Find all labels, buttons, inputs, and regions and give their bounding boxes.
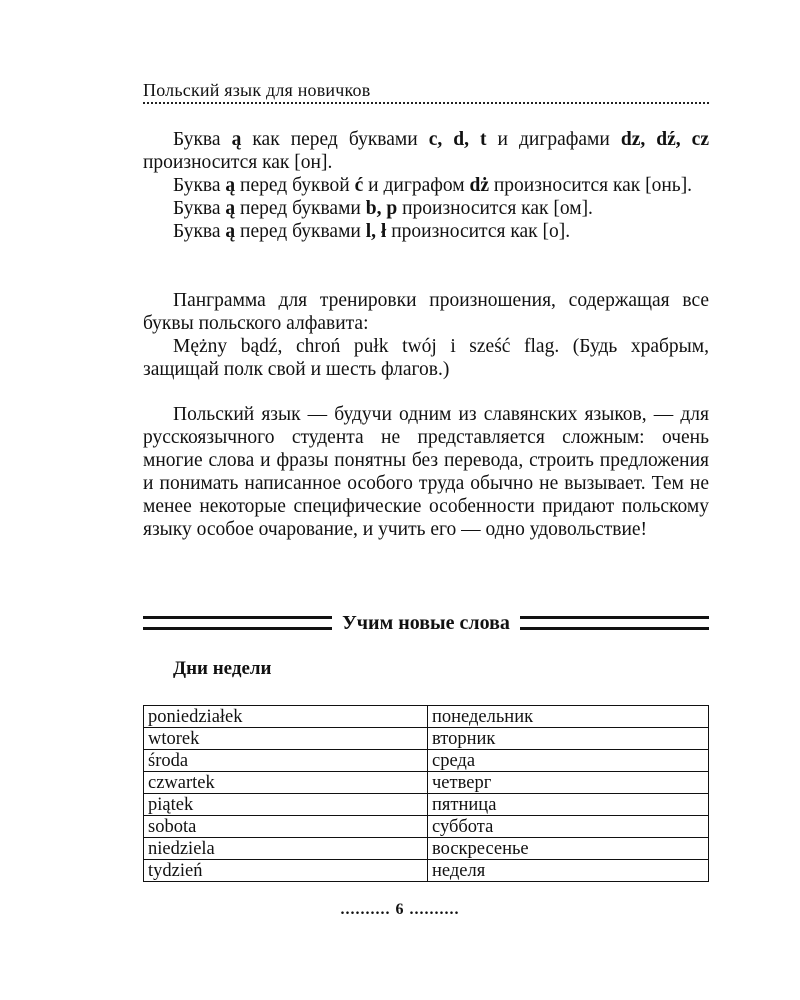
rule-2: Буква ą перед буквой ć и диграфом dż произносится как [онь]. xyxy=(173,175,693,196)
footer-dots-right: .......... xyxy=(409,901,460,918)
page-number: 6 xyxy=(395,901,405,918)
table-row xyxy=(144,728,709,750)
section-title: Учим новые слова xyxy=(342,611,510,634)
polish-word: tydzień xyxy=(144,860,428,882)
section-banner xyxy=(143,612,709,634)
rule-4: Буква ą перед буквами l, ł произносится как [о]. xyxy=(173,221,571,242)
table-row xyxy=(144,750,709,772)
pangram-intro: Панграмма для тренировки произношения, содержащая все буквы польского алфавита: xyxy=(143,290,709,334)
vocab-table xyxy=(143,705,709,882)
polish-word: środa xyxy=(144,750,428,772)
table-row xyxy=(144,706,709,728)
intro-paragraph xyxy=(143,403,709,541)
russian-word: понедельник xyxy=(428,706,709,728)
rule-1: Буква ą как перед буквами c, d, t и диграфами dz, dź, cz произносится как [он]. xyxy=(143,129,709,173)
polish-word: czwartek xyxy=(144,772,428,794)
polish-word: wtorek xyxy=(144,728,428,750)
russian-word: воскресенье xyxy=(428,838,709,860)
banner-rule-right xyxy=(520,616,709,630)
table-row xyxy=(144,838,709,860)
paragraph-text: Польский язык — будучи одним из славянских языков, — для русскоязычного студента не представляется сложным: очень многие слова и фразы понятны без перевода, строить предложения и понимать написанное особого труда обычно не вызывает. Тем не менее некоторые специфические особенности придают польскому языку особое очарование, и учить его — одно удовольствие! xyxy=(143,404,709,540)
banner-rule-left xyxy=(143,616,332,630)
table-row xyxy=(144,772,709,794)
polish-word: piątek xyxy=(144,794,428,816)
table-row xyxy=(144,860,709,882)
subsection-title: Дни недели xyxy=(173,658,272,679)
polish-word: niedziela xyxy=(144,838,428,860)
pangram-text: Mężny bądź, chroń pułk twój i sześć flag. (Будь храбрым, защищай полк свой и шесть флагов.) xyxy=(143,336,709,380)
russian-word: среда xyxy=(428,750,709,772)
russian-word: неделя xyxy=(428,860,709,882)
rule-3: Буква ą перед буквами b, p произносится как [ом]. xyxy=(173,198,593,219)
page-footer xyxy=(0,901,800,919)
pangram-block xyxy=(143,289,709,381)
table-row xyxy=(144,816,709,838)
table-row xyxy=(144,794,709,816)
running-header: Польский язык для новичков xyxy=(143,80,371,100)
russian-word: вторник xyxy=(428,728,709,750)
russian-word: суббота xyxy=(428,816,709,838)
header-divider xyxy=(143,102,709,104)
polish-word: poniedziałek xyxy=(144,706,428,728)
footer-dots-left: .......... xyxy=(340,901,391,918)
polish-word: sobota xyxy=(144,816,428,838)
pronunciation-rules xyxy=(143,128,709,243)
russian-word: четверг xyxy=(428,772,709,794)
russian-word: пятница xyxy=(428,794,709,816)
